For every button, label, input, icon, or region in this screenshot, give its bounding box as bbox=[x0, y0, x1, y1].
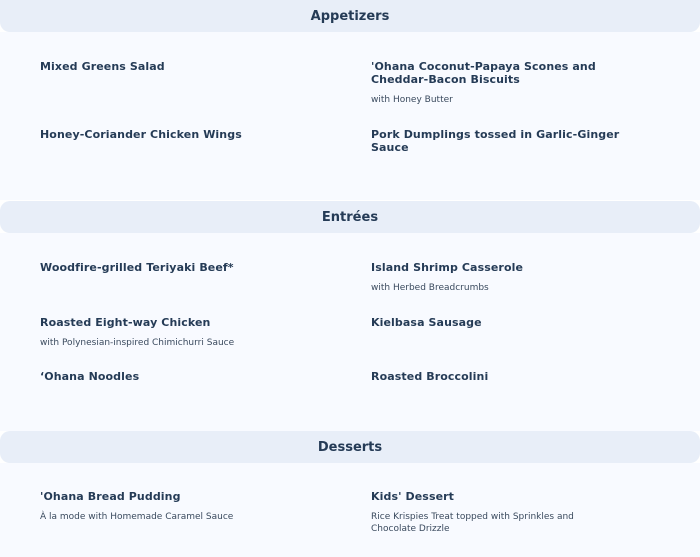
item-name: Mixed Greens Salad bbox=[40, 60, 165, 73]
item-desc: with Polynesian-inspired Chimichurri Sauce bbox=[40, 338, 235, 348]
item-name: Kids' Dessert bbox=[371, 490, 455, 503]
item-desc: À la mode with Homemade Caramel Sauce bbox=[40, 512, 234, 522]
item-desc: with Herbed Breadcrumbs bbox=[371, 283, 489, 293]
menu-item bbox=[371, 128, 621, 154]
item-name: Kielbasa Sausage bbox=[371, 316, 482, 329]
item-desc: Rice Krispies Treat topped with Sprinkles and Chocolate Drizzle bbox=[371, 512, 574, 534]
entrees-header bbox=[0, 201, 700, 233]
appetizers-body bbox=[0, 32, 700, 200]
entrees-title: Entrées bbox=[321, 209, 379, 225]
menu-item bbox=[40, 490, 300, 523]
item-name: Woodfire-grilled Teriyaki Beef* bbox=[40, 261, 234, 274]
appetizers-header bbox=[0, 0, 700, 32]
item-name: Roasted Eight-way Chicken bbox=[40, 316, 211, 329]
menu-item bbox=[40, 316, 300, 349]
menu-item bbox=[371, 316, 631, 329]
appetizers-title: Appetizers bbox=[310, 8, 390, 24]
item-name: ‘Ohana Noodles bbox=[40, 370, 140, 383]
item-name: Honey-Coriander Chicken Wings bbox=[40, 128, 242, 141]
menu-item bbox=[371, 490, 601, 535]
menu-item bbox=[40, 261, 300, 274]
menu-item bbox=[371, 60, 611, 106]
item-name: Island Shrimp Casserole bbox=[371, 261, 524, 274]
item-name: 'Ohana Coconut-Papaya Scones and Cheddar-Bacon Biscuits bbox=[371, 60, 596, 86]
menu-item bbox=[371, 261, 631, 294]
menu-item bbox=[40, 370, 300, 383]
item-desc: with Honey Butter bbox=[371, 95, 453, 105]
desserts-header bbox=[0, 431, 700, 463]
item-name: 'Ohana Bread Pudding bbox=[40, 490, 181, 503]
desserts-title: Desserts bbox=[317, 439, 383, 455]
menu-item bbox=[371, 370, 631, 383]
menu-item bbox=[40, 128, 300, 141]
item-name: Roasted Broccolini bbox=[371, 370, 489, 383]
item-name: Pork Dumplings tossed in Garlic-Ginger Sauce bbox=[371, 128, 620, 154]
menu-item bbox=[40, 60, 300, 73]
